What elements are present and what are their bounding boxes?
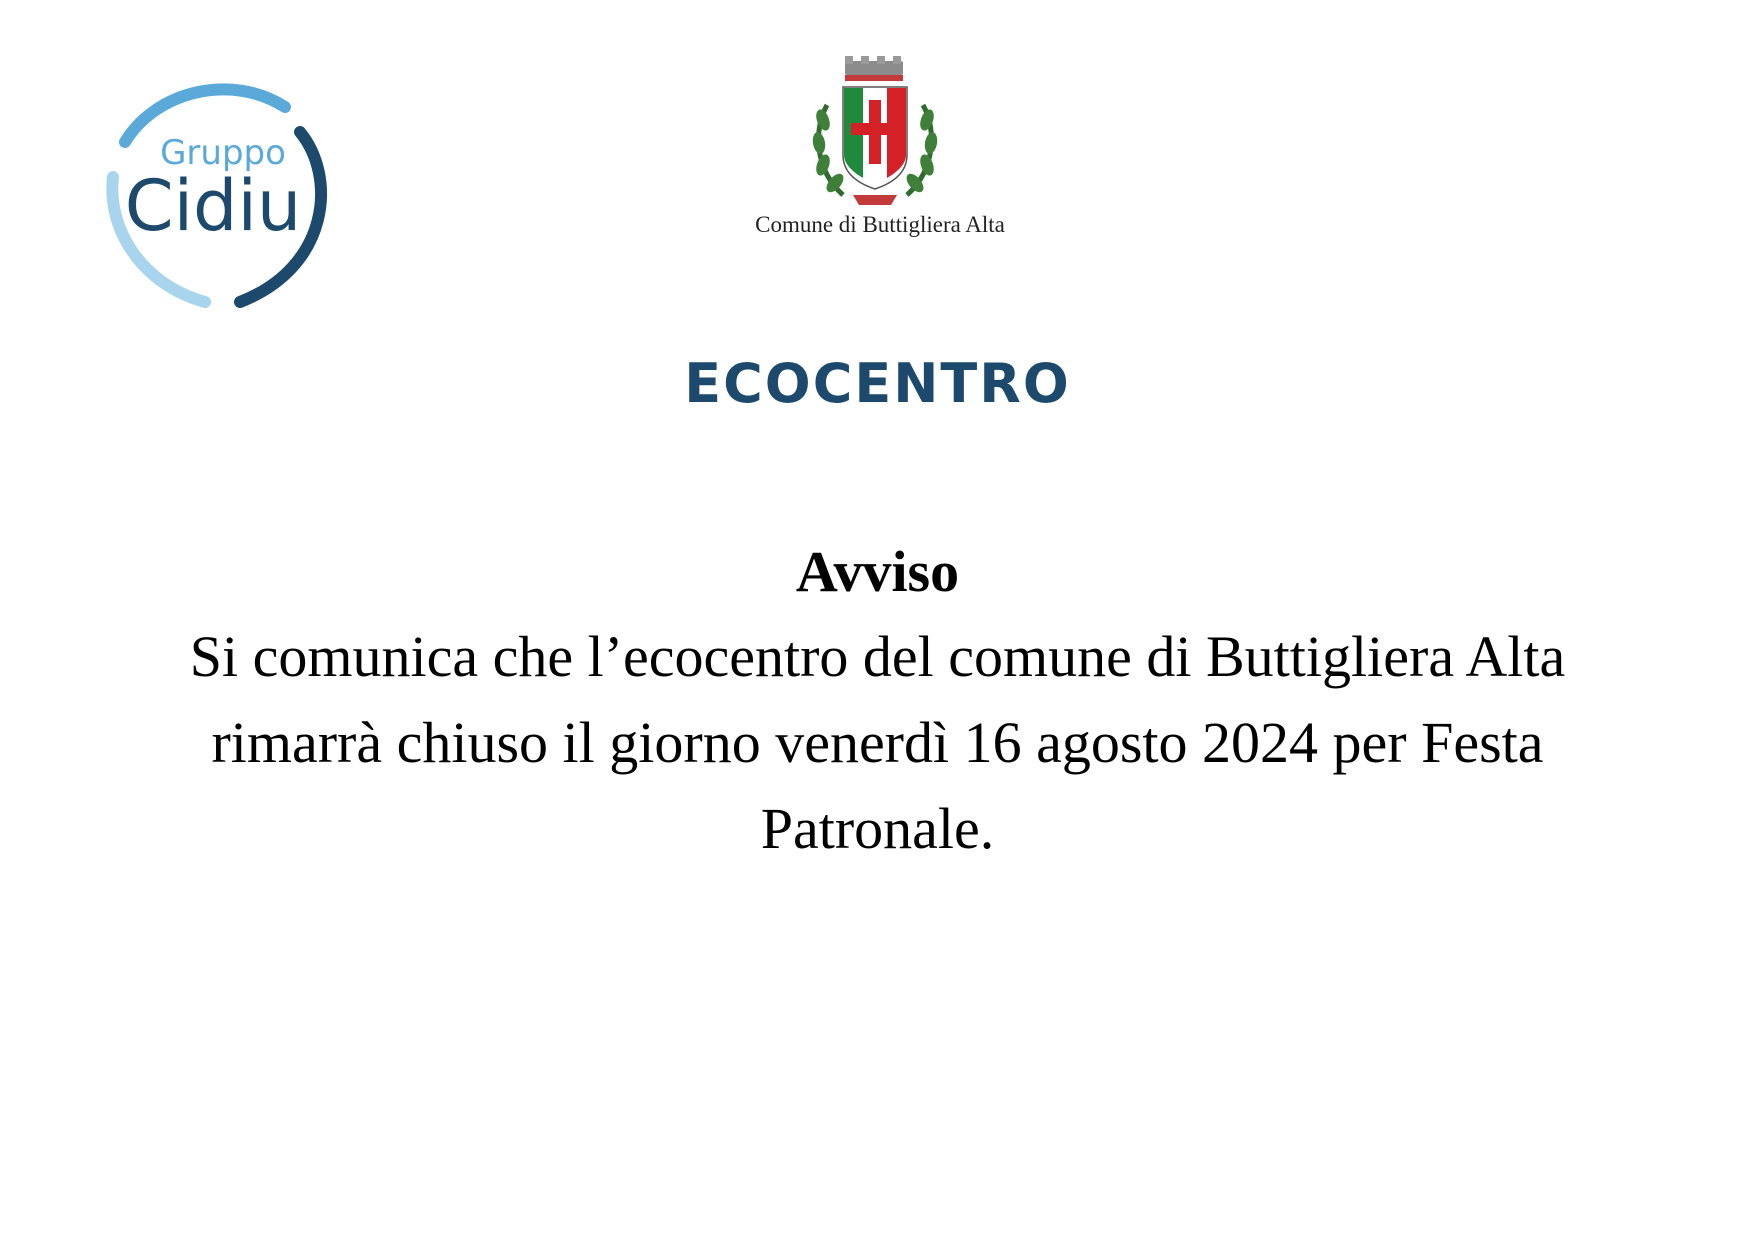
comune-label: Comune di Buttigliera Alta: [755, 212, 1005, 237]
cidiu-logo: [85, 62, 350, 317]
comune-coat-of-arms-icon: [805, 55, 945, 215]
notice: [0, 530, 1755, 872]
page-title: ECOCENTRO: [684, 352, 1071, 415]
notice-line-1: Si comunica che l’ecocentro del comune di Buttigliera Alta: [189, 624, 1566, 689]
cidiu-logo-line2: Cidiu: [124, 165, 302, 247]
notice-line-3: Patronale.: [760, 796, 995, 861]
notice-title: Avviso: [795, 539, 960, 604]
notice-line-2: rimarrà chiuso il giorno venerdì 16 agosto 2024 per Festa: [211, 710, 1544, 775]
cidiu-logo-line1: Gruppo: [160, 133, 286, 173]
